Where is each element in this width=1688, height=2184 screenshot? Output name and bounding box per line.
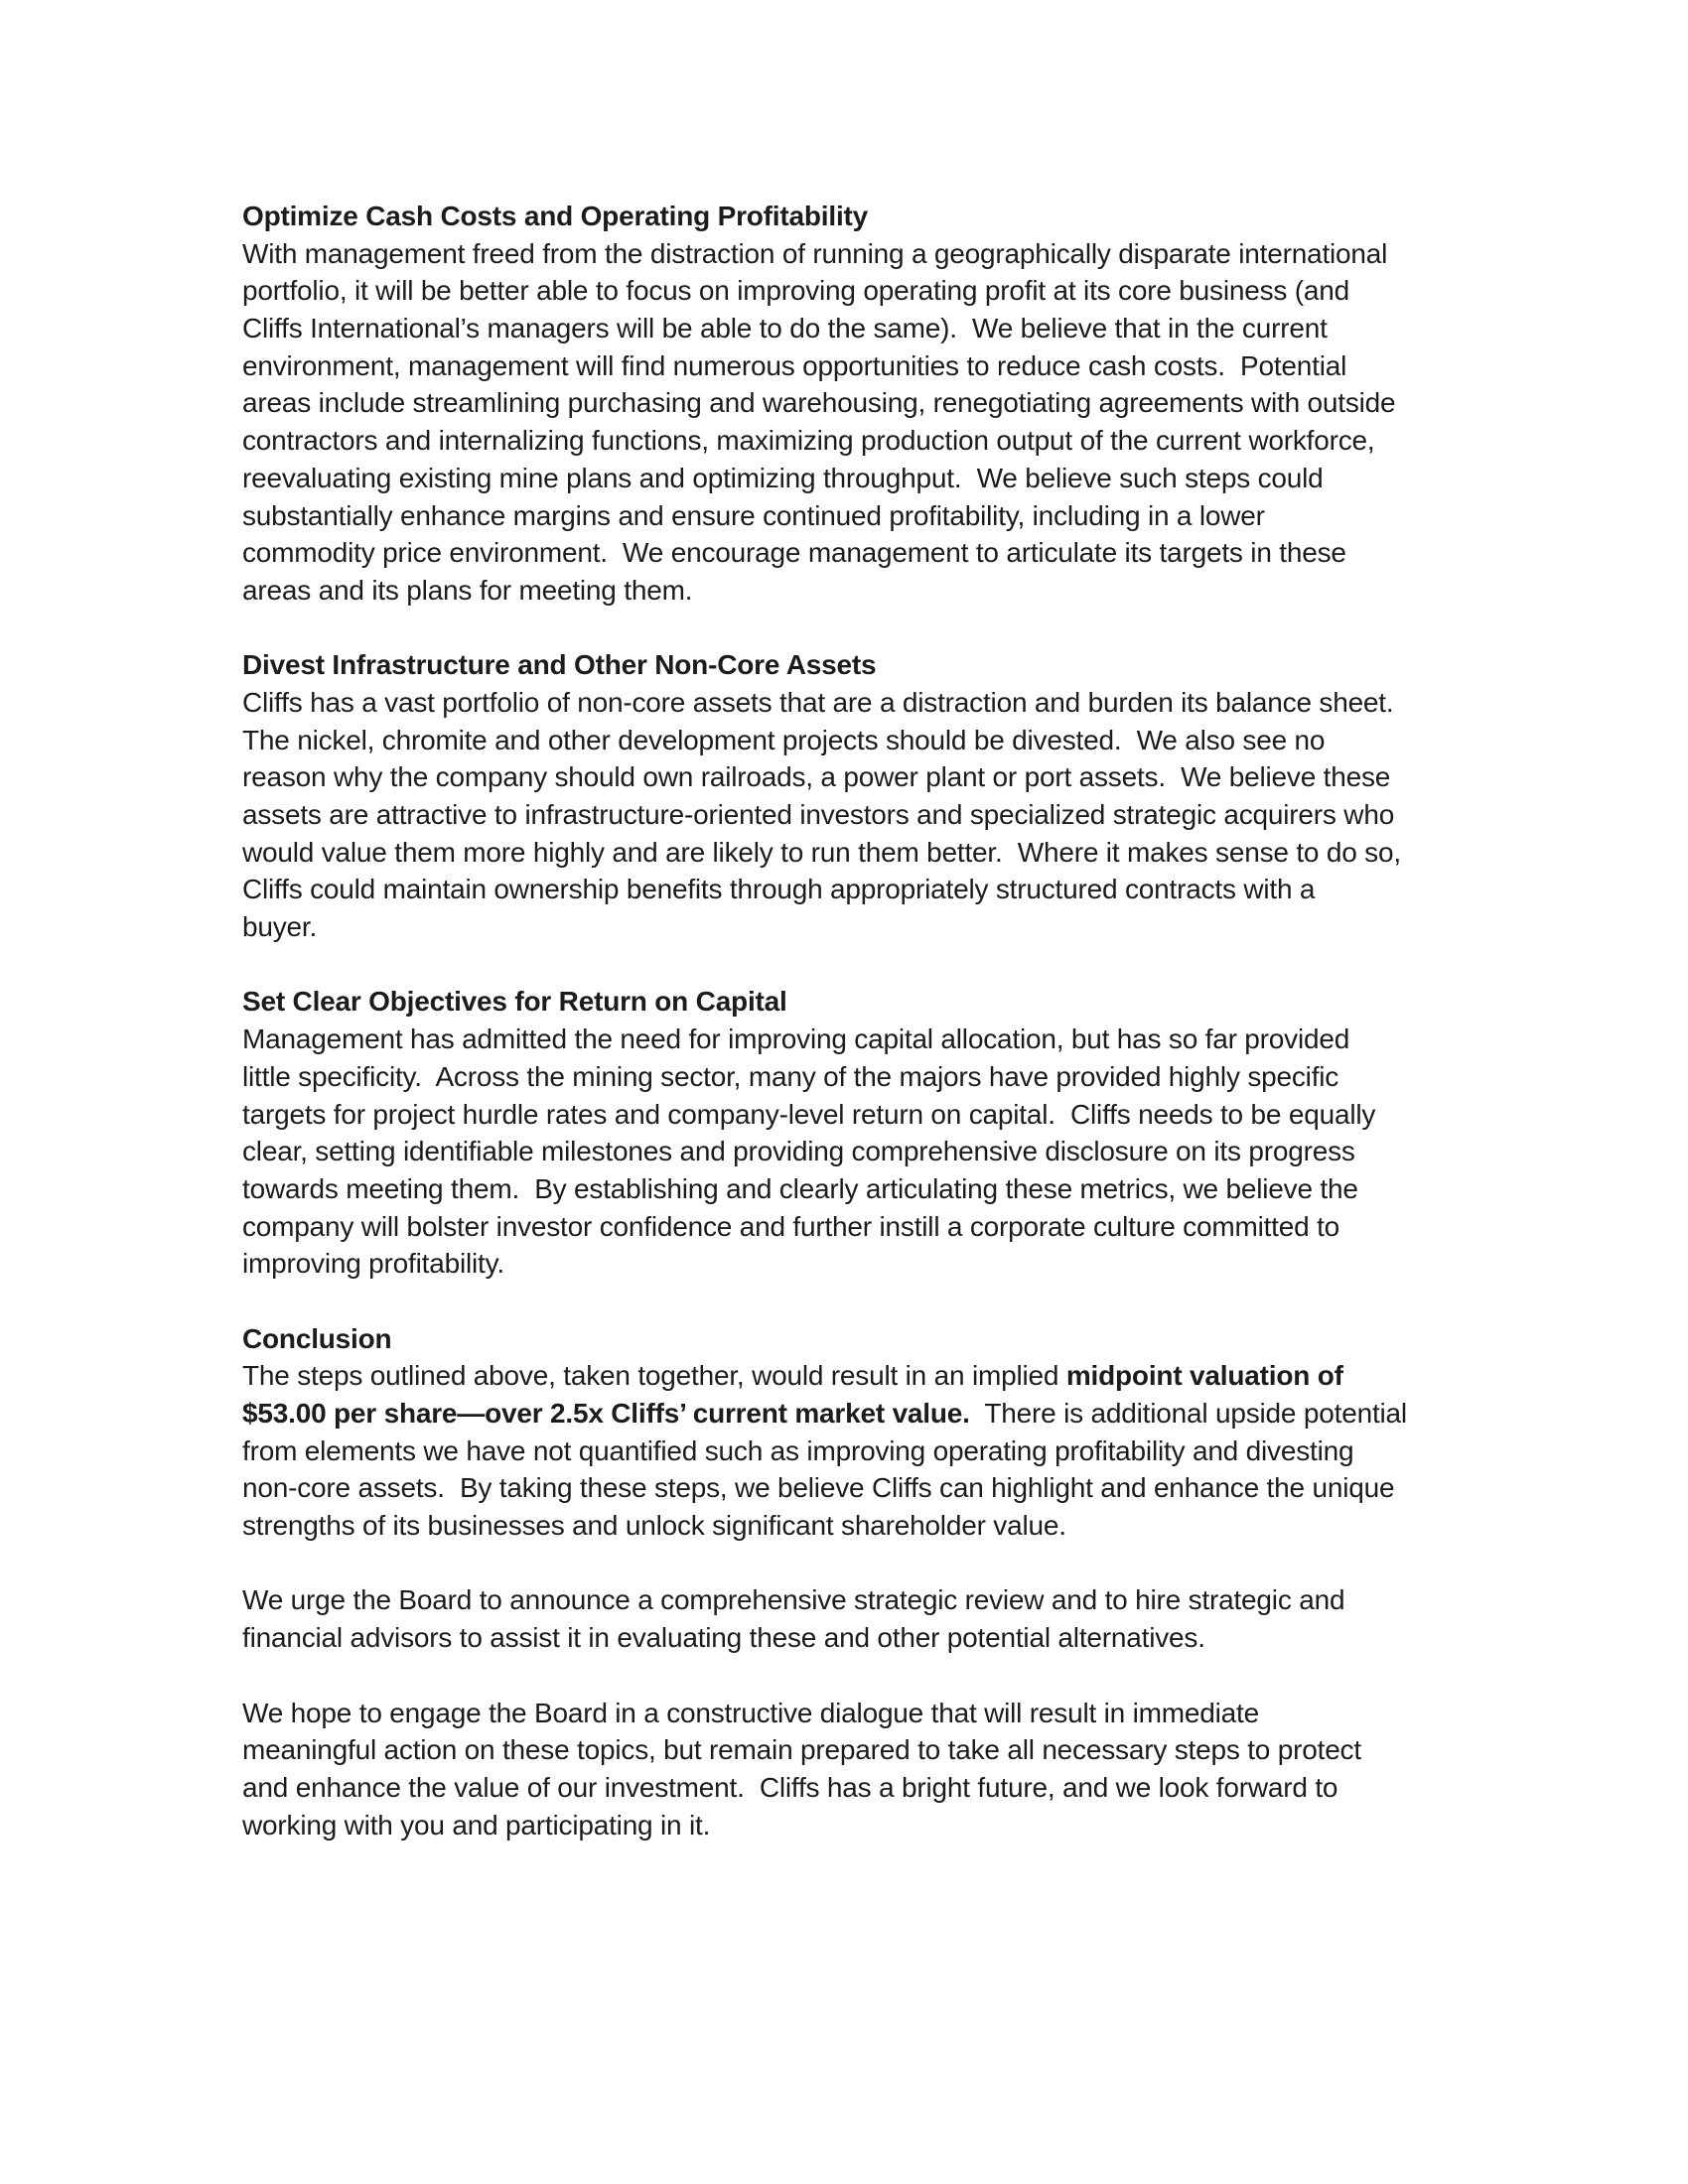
text-segment: We hope to engage the Board in a constructive dialogue that will result in immediate bbox=[242, 1697, 1259, 1728]
text-line bbox=[242, 272, 1533, 310]
paragraph-spacer bbox=[242, 946, 1533, 984]
text-segment: buyer. bbox=[242, 911, 318, 943]
text-segment: environment, management will find numerous opportunities to reduce cash costs. Potential bbox=[242, 349, 1347, 381]
text-line bbox=[242, 1695, 1533, 1732]
text-line bbox=[242, 422, 1533, 460]
text-line bbox=[242, 908, 1533, 946]
text-line bbox=[242, 1133, 1533, 1170]
text-segment: little specificity. Across the mining sector, many of the majors have provided highly specific bbox=[242, 1060, 1339, 1092]
text-segment: areas include streamlining purchasing and warehousing, renegotiating agreements with outside bbox=[242, 387, 1396, 419]
text-segment: targets for project hurdle rates and company-level return on capital. Cliffs needs to be equally bbox=[242, 1098, 1376, 1130]
text-line bbox=[242, 834, 1533, 872]
text-segment: Management has admitted the need for improving capital allocation, but has so far provided bbox=[242, 1024, 1350, 1055]
text-segment: We urge the Board to announce a comprehensive strategic review and to hire strategic and bbox=[242, 1584, 1345, 1616]
text-line bbox=[242, 758, 1533, 796]
text-line bbox=[242, 347, 1533, 385]
text-line bbox=[242, 1058, 1533, 1096]
text-segment: assets are attractive to infrastructure-oriented investors and specialized strategic acquirers who bbox=[242, 799, 1395, 830]
paragraph-block bbox=[242, 1581, 1533, 1656]
text-line bbox=[242, 572, 1533, 610]
section-heading: Optimize Cash Costs and Operating Profitability bbox=[242, 201, 869, 231]
text-line bbox=[242, 684, 1533, 722]
text-segment: With management freed from the distraction of running a geographically disparate international bbox=[242, 237, 1388, 269]
text-segment: from elements we have not quantified such as improving operating profitability and divesting bbox=[242, 1434, 1354, 1466]
text-line bbox=[242, 1021, 1533, 1058]
text-segment: reason why the company should own railroads, a power plant or port assets. We believe these bbox=[242, 761, 1391, 793]
text-segment: non-core assets. By taking these steps, we believe Cliffs can highlight and enhance the unique bbox=[242, 1472, 1395, 1504]
text-line bbox=[242, 460, 1533, 497]
text-line bbox=[242, 1395, 1533, 1433]
text-line bbox=[242, 1245, 1533, 1283]
section bbox=[242, 1320, 1533, 1545]
text-segment: company will bolster investor confidence and further instill a corporate culture committed to bbox=[242, 1210, 1340, 1242]
section-heading: Conclusion bbox=[242, 1322, 392, 1354]
text-line bbox=[242, 1469, 1533, 1507]
text-segment: improving profitability. bbox=[242, 1248, 504, 1280]
section bbox=[242, 983, 1533, 1283]
text-line bbox=[242, 1581, 1533, 1619]
text-line bbox=[242, 1619, 1533, 1657]
text-segment: contractors and internalizing functions, maximizing production output of the current workforce, bbox=[242, 425, 1375, 457]
text-line bbox=[242, 235, 1533, 273]
text-line bbox=[242, 1807, 1533, 1844]
text-segment: The nickel, chromite and other development projects should be divested. We also see no bbox=[242, 724, 1326, 755]
text-line bbox=[242, 1357, 1533, 1395]
paragraph-block bbox=[242, 1695, 1533, 1844]
section bbox=[242, 646, 1533, 946]
text-segment: working with you and participating in it. bbox=[242, 1809, 711, 1841]
text-segment: midpoint valuation of bbox=[1065, 1360, 1343, 1392]
text-line bbox=[242, 497, 1533, 535]
text-segment: $53.00 per share—over 2.5x Cliffs’ current market value. bbox=[242, 1398, 970, 1429]
text-segment: areas and its plans for meeting them. bbox=[242, 574, 693, 606]
text-segment: clear, setting identifiable milestones and providing comprehensive disclosure on its progress bbox=[242, 1136, 1355, 1167]
paragraph-spacer bbox=[242, 1545, 1533, 1582]
text-line bbox=[242, 871, 1533, 908]
text-segment: Cliffs International’s managers will be able to do the same). We believe that in the current bbox=[242, 313, 1328, 344]
paragraph-spacer bbox=[242, 1283, 1533, 1320]
text-segment: towards meeting them. By establishing and clearly articulating these metrics, we believe the bbox=[242, 1172, 1358, 1204]
text-line bbox=[242, 310, 1533, 347]
section bbox=[242, 198, 1533, 610]
text-line bbox=[242, 384, 1533, 422]
paragraph-spacer bbox=[242, 1657, 1533, 1695]
text-line bbox=[242, 1731, 1533, 1769]
text-segment: meaningful action on these topics, but remain prepared to take all necessary steps to protect bbox=[242, 1734, 1361, 1766]
text-segment: commodity price environment. We encourage management to articulate its targets in these bbox=[242, 537, 1346, 569]
text-segment: would value them more highly and are likely to run them better. Where it makes sense to do so, bbox=[242, 836, 1401, 868]
text-segment: and enhance the value of our investment. Cliffs has a bright future, and we look forward to bbox=[242, 1771, 1338, 1803]
text-segment: Cliffs has a vast portfolio of non-core assets that are a distraction and burden its balance sheet. bbox=[242, 686, 1394, 718]
text-segment: The steps outlined above, taken together, would result in an implied bbox=[242, 1360, 1066, 1392]
document-body bbox=[242, 198, 1533, 1843]
text-segment: portfolio, it will be better able to focus on improving operating profit at its core business (and bbox=[242, 275, 1350, 307]
text-line bbox=[242, 534, 1533, 572]
text-line bbox=[242, 722, 1533, 759]
text-segment: reevaluating existing mine plans and optimizing throughput. We believe such steps could bbox=[242, 462, 1324, 493]
section-heading: Divest Infrastructure and Other Non-Core Assets bbox=[242, 649, 877, 681]
text-segment: There is additional upside potential bbox=[969, 1398, 1407, 1429]
text-line bbox=[242, 1507, 1533, 1545]
text-line bbox=[242, 796, 1533, 834]
section-heading: Set Clear Objectives for Return on Capital bbox=[242, 986, 787, 1018]
text-segment: substantially enhance margins and ensure continued profitability, including in a lower bbox=[242, 499, 1265, 531]
text-line bbox=[242, 1096, 1533, 1134]
text-line bbox=[242, 1170, 1533, 1208]
paragraph-spacer bbox=[242, 610, 1533, 647]
text-segment: financial advisors to assist it in evaluating these and other potential alternatives. bbox=[242, 1622, 1205, 1654]
text-line bbox=[242, 1208, 1533, 1246]
text-segment: strengths of its businesses and unlock significant shareholder value. bbox=[242, 1510, 1066, 1542]
text-line bbox=[242, 1433, 1533, 1470]
text-line bbox=[242, 1769, 1533, 1807]
text-segment: Cliffs could maintain ownership benefits through appropriately structured contracts with a bbox=[242, 874, 1316, 905]
